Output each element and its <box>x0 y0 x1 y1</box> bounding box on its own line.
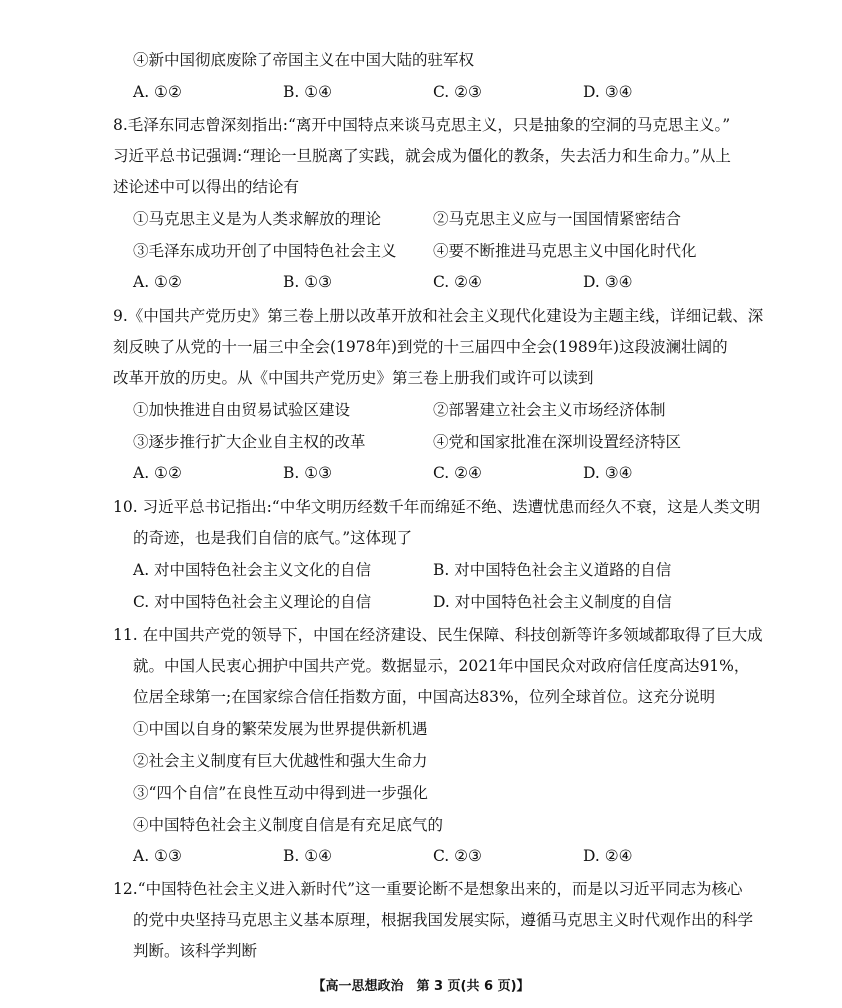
q9-item-4: ④党和国家批准在深圳设置经济特区 <box>433 433 682 451</box>
page-footer: 【高一思想政治 第 3 页(共 6 页)】 <box>312 979 530 994</box>
q11-stem-line-3: 位居全球第一;在国家综合信任指数方面，中国高达83%，位列全球首位。这充分说明 <box>133 688 716 706</box>
q8-option-d: D. ③④ <box>583 273 633 291</box>
q9-item-1: ①加快推进自由贸易试验区建设 <box>133 401 351 419</box>
q8-stem-line-1: 8.毛泽东同志曾深刻指出:“离开中国特点来谈马克思主义，只是抽象的空洞的马克思主义。” <box>113 116 731 134</box>
q11-stem-line-1: 11. 在中国共产党的领导下，中国在经济建设、民生保障、科技创新等许多领域都取得了巨大成 <box>113 626 763 644</box>
q9-option-a: A. ①② <box>133 464 182 482</box>
q9-stem-line-1: 9.《中国共产党历史》第三卷上册以改革开放和社会主义现代化建设为主题主线，详细记载、深 <box>113 307 764 325</box>
q8-option-a: A. ①② <box>133 273 182 291</box>
q10-option-d: D. 对中国特色社会主义制度的自信 <box>433 593 672 611</box>
q8-stem-line-3: 述论述中可以得出的结论有 <box>113 178 300 196</box>
q9-option-b: B. ①③ <box>283 464 333 482</box>
q8-stem-line-2: 习近平总书记强调:“理论一旦脱离了实践，就会成为僵化的教条，失去活力和生命力。”从上 <box>113 147 731 165</box>
q7-option-a: A. ①② <box>133 83 182 101</box>
q8-item-4: ④要不断推进马克思主义中国化时代化 <box>433 242 697 260</box>
q9-stem-line-3: 改革开放的历史。从《中国共产党历史》第三卷上册我们或许可以读到 <box>113 369 594 387</box>
q8-item-1: ①马克思主义是为人类求解放的理论 <box>133 210 382 228</box>
q11-option-c: C. ②③ <box>433 847 482 865</box>
q11-option-d: D. ②④ <box>583 847 633 865</box>
q10-option-b: B. 对中国特色社会主义道路的自信 <box>433 561 672 579</box>
q8-option-b: B. ①③ <box>283 273 333 291</box>
q7-option-b: B. ①④ <box>283 83 333 101</box>
q7-option-d: D. ③④ <box>583 83 633 101</box>
q12-stem-line-2: 的党中央坚持马克思主义基本原理，根据我国发展实际，遵循马克思主义时代观作出的科学 <box>133 911 754 929</box>
q12-stem-line-1: 12.“中国特色社会主义进入新时代”这一重要论断不是想象出来的，而是以习近平同志为核心 <box>113 880 743 898</box>
q11-option-b: B. ①④ <box>283 847 333 865</box>
q9-item-2: ②部署建立社会主义市场经济体制 <box>433 401 666 419</box>
q10-option-a: A. 对中国特色社会主义文化的自信 <box>133 561 372 579</box>
q10-stem-line-1: 10. 习近平总书记指出:“中华文明历经数千年而绵延不绝、迭遭忧患而经久不衰，这是人类文明 <box>113 498 761 516</box>
q8-item-2: ②马克思主义应与一国国情紧密结合 <box>433 210 682 228</box>
q11-stem-line-2: 就。中国人民衷心拥护中国共产党。数据显示，2021年中国民众对政府信任度高达91%， <box>133 657 750 675</box>
q11-option-a: A. ①③ <box>133 847 182 865</box>
q10-stem-line-2: 的奇迹，也是我们自信的底气。”这体现了 <box>133 529 413 547</box>
q11-item-2: ②社会主义制度有巨大优越性和强大生命力 <box>133 752 428 770</box>
q11-item-4: ④中国特色社会主义制度自信是有充足底气的 <box>133 816 444 834</box>
q9-option-c: C. ②④ <box>433 464 482 482</box>
q9-option-d: D. ③④ <box>583 464 633 482</box>
q9-stem-line-2: 刻反映了从党的十一届三中全会(1978年)到党的十三届四中全会(1989年)这段波澜壮阔的 <box>113 338 728 356</box>
q10-option-c: C. 对中国特色社会主义理论的自信 <box>133 593 372 611</box>
q9-item-3: ③逐步推行扩大企业自主权的改革 <box>133 433 366 451</box>
q12-stem-line-3: 判断。该科学判断 <box>133 942 258 960</box>
q8-item-3: ③毛泽东成功开创了中国特色社会主义 <box>133 242 397 260</box>
q7-item-4: ④新中国彻底废除了帝国主义在中国大陆的驻军权 <box>133 51 475 69</box>
q11-item-3: ③“四个自信”在良性互动中得到进一步强化 <box>133 784 428 802</box>
q8-option-c: C. ②④ <box>433 273 482 291</box>
q11-item-1: ①中国以自身的繁荣发展为世界提供新机遇 <box>133 720 428 738</box>
q7-option-c: C. ②③ <box>433 83 482 101</box>
